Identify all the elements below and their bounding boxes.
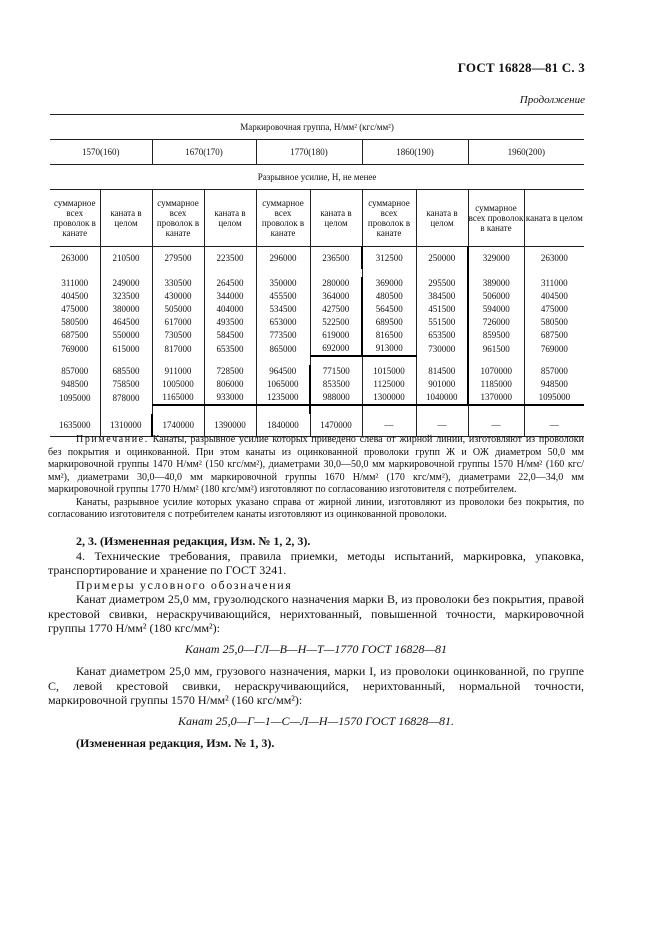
table-cell: 427500	[310, 303, 362, 316]
table-cell: 522500	[310, 316, 362, 329]
table-cell: 1470000	[310, 414, 362, 437]
force-header: Разрывное усилие, Н, не менее	[50, 165, 584, 190]
table-cell: 1070000	[468, 365, 524, 378]
group-1570: 1570(160)	[50, 140, 152, 165]
table-cell: 404000	[204, 303, 256, 316]
table-cell: 913000	[362, 342, 416, 356]
table-cell: 279500	[152, 247, 204, 269]
table-cell: 615000	[100, 342, 152, 356]
table-cell: 948500	[524, 378, 584, 391]
col-header-rope: каната в целом	[100, 190, 152, 247]
table-cell: 1015000	[362, 365, 416, 378]
table-cell: 506000	[468, 290, 524, 303]
table-cell: 653000	[256, 316, 310, 329]
table-cell: 758500	[100, 378, 152, 391]
table-cell: 878000	[100, 391, 152, 405]
table-cell: 430000	[152, 290, 204, 303]
col-header-total: суммарное всех проволок в канате	[50, 190, 100, 247]
table-cell: 451500	[416, 303, 468, 316]
table-cell: 964500	[256, 365, 310, 378]
table-cell: 853500	[310, 378, 362, 391]
amendment-note-1: 2, 3. (Измененная редакция, Изм. № 1, 2, 3).	[76, 534, 311, 548]
table-cell: 323500	[100, 290, 152, 303]
table-cell: 350000	[256, 277, 310, 290]
table-cell: 1040000	[416, 391, 468, 405]
table-cell: 1635000	[50, 414, 100, 437]
table-cell: 1740000	[152, 414, 204, 437]
breaking-force-table	[50, 114, 584, 437]
table-cell: 280000	[310, 277, 362, 290]
table-cell: 1310000	[100, 414, 152, 437]
table-cell: 769000	[524, 342, 584, 356]
amendment-note-2: (Измененная редакция, Изм. № 1, 3).	[76, 736, 275, 750]
table-cell: 769000	[61, 343, 89, 354]
table-cell: 1065000	[256, 378, 310, 391]
table-cell: —	[362, 414, 416, 437]
group-1670: 1670(170)	[152, 140, 256, 165]
table-cell: 692000	[310, 342, 362, 356]
col-header-total: суммарное всех проволок в канате	[468, 190, 524, 247]
table-cell: 961500	[468, 342, 524, 356]
note-1-text: Канаты, разрывное усилие которых приведено слева от жирной линии, изготовляют из проволоки без покрытия и оцинкованной. При этом канаты из оцинкованной проволоки групп Ж и ОЖ диаметром 50,0 мм маркировочной группы 1470 Н/мм² (150 кгс/мм²), диаметрами 30,0—50,0 мм маркировочной группы 1570 Н/мм² (160 кгс/мм²), диаметрами 30,0—40,0 мм маркировочной группы 1670 Н/мм² (170 кгс/мм²), диаметрами 22,0—34,0 мм маркировочной группы 1770 Н/мм² (180 кгс/мм²) изготовляют по согласованию изготовителя с потребителем.	[48, 434, 584, 495]
table-cell: 210500	[100, 247, 152, 269]
table-cell: 493500	[204, 316, 256, 329]
table-cell: 550000	[100, 329, 152, 342]
table-cell: 933000	[204, 391, 256, 405]
table-cell: 564500	[362, 303, 416, 316]
table-cell: 728500	[204, 365, 256, 378]
table-cell: 1840000	[256, 414, 310, 437]
table-cell: 771500	[310, 365, 362, 378]
table-cell: 730000	[416, 342, 468, 356]
table-cell: 312500	[362, 247, 416, 269]
table-cell: —	[416, 414, 468, 437]
table-cell: 344000	[204, 290, 256, 303]
table-cell: 1235000	[256, 391, 310, 405]
table-cell: 865000	[256, 342, 310, 356]
table-cell: 817000	[152, 342, 204, 356]
table-cell: 726000	[468, 316, 524, 329]
table-cell: 687500	[61, 330, 89, 340]
table-cell: 948500	[61, 379, 89, 389]
table-cell: 584500	[204, 329, 256, 342]
table-cell: 475000	[61, 304, 89, 314]
table-cell: 330500	[152, 277, 204, 290]
group-header: Маркировочная группа, Н/мм² (кгс/мм²)	[50, 115, 584, 140]
table-cell: 594000	[468, 303, 524, 316]
table-cell: 619000	[310, 329, 362, 342]
table-cell: 814500	[416, 365, 468, 378]
table-cell: 551500	[416, 316, 468, 329]
col-header-rope: каната в целом	[310, 190, 362, 247]
table-cell: 295500	[416, 277, 468, 290]
table-cell: 311000	[61, 278, 89, 288]
table-cell: 1370000	[468, 391, 524, 405]
table-cell: 617000	[152, 316, 204, 329]
table-cell: 687500	[524, 329, 584, 342]
continuation-label: Продолжение	[519, 94, 585, 106]
table-cell: 384500	[416, 290, 468, 303]
table-cell: 455500	[256, 290, 310, 303]
table-cell: 988000	[310, 391, 362, 405]
table-cell: 653500	[416, 329, 468, 342]
table-cell: 329000	[468, 247, 524, 269]
table-cell: —	[524, 414, 584, 437]
table-cell: 773500	[256, 329, 310, 342]
table-cell: 1390000	[204, 414, 256, 437]
group-1770: 1770(180)	[256, 140, 362, 165]
table-cell: 730500	[152, 329, 204, 342]
group-1960: 1960(200)	[468, 140, 584, 165]
note-label: Примечание.	[76, 434, 149, 445]
table-cell: 580500	[61, 317, 89, 327]
example-1-designation: Канат 25,0—ГЛ—В—Н—Т—1770 ГОСТ 16828—81	[184, 641, 448, 656]
col-header-rope: каната в целом	[416, 190, 468, 247]
table-cell: 404500	[61, 291, 89, 301]
table-cell: 857000	[524, 365, 584, 378]
table-cell: 859500	[468, 329, 524, 342]
table-cell: 580500	[524, 316, 584, 329]
table-cell: 263000	[524, 247, 584, 269]
col-header-rope: каната в целом	[204, 190, 256, 247]
table-cell: 380000	[100, 303, 152, 316]
table-cell: 311000	[524, 277, 584, 290]
table-cell: 1165000	[152, 391, 204, 405]
table-cell: 1125000	[362, 378, 416, 391]
table-cell: 236500	[310, 247, 362, 269]
col-header-total: суммарное всех проволок в канате	[362, 190, 416, 247]
table-cell: 534500	[256, 303, 310, 316]
table-cell: 369000	[362, 277, 416, 290]
table-cell: 475000	[524, 303, 584, 316]
table-cell: 1185000	[468, 378, 524, 391]
example-1-description: Канат диаметром 25,0 мм, грузолюдского назначения марки В, из проволоки без покрытия, правой крестовой свивки, нераскручивающийся, нерихтованный, повышенной точности, маркировочной группы 1770 Н/мм² (180 кгс/мм²):	[48, 592, 584, 635]
table-cell: 653500	[204, 342, 256, 356]
table-cell: —	[468, 414, 524, 437]
table-cell: 296000	[256, 247, 310, 269]
table-cell: 264500	[204, 277, 256, 290]
table-cell: 911000	[152, 365, 204, 378]
group-1860: 1860(190)	[362, 140, 468, 165]
note-1	[48, 434, 584, 497]
table-cell: 263000	[61, 252, 89, 263]
table-cell: 389000	[468, 277, 524, 290]
col-header-total: суммарное всех проволок в канате	[256, 190, 310, 247]
table-cell: 250000	[416, 247, 468, 269]
table-cell: 1300000	[362, 391, 416, 405]
table-cell: 249000	[100, 277, 152, 290]
table-cell: 1095000	[524, 391, 584, 405]
table-cell: 816500	[362, 329, 416, 342]
col-header-total: суммарное всех проволок в канате	[152, 190, 204, 247]
body-text	[48, 534, 584, 751]
table-cell: 364000	[310, 290, 362, 303]
table-cell: 857000	[61, 366, 89, 376]
col-header-rope: каната в целом	[524, 190, 584, 247]
table-cell: 1095000	[59, 392, 91, 403]
table-cell: 223500	[204, 247, 256, 269]
table-cell: 689500	[362, 316, 416, 329]
example-2-description: Канат диаметром 25,0 мм, грузового назначения, марки I, из проволоки оцинкованной, по группе С, левой крестовой свивки, нераскручивающийся, нерихтованный, нормальной точности, маркировочной группы 1570 Н/мм² (160 кгс/мм²):	[48, 664, 584, 707]
table-cell: 505000	[152, 303, 204, 316]
table-cell: 404500	[524, 290, 584, 303]
table-cell: 806000	[204, 378, 256, 391]
table-cell: 685500	[100, 365, 152, 378]
paragraph-4: 4. Технические требования, правила приемки, методы испытаний, маркировка, упаковка, транспортирование и хранение по ГОСТ 3241.	[48, 548, 584, 577]
page-title: ГОСТ 16828—81 С. 3	[457, 60, 585, 75]
table-cell: 480500	[362, 290, 416, 303]
table-notes	[48, 434, 584, 522]
note-2: Канаты, разрывное усилие которых указано справа от жирной линии, изготовляют из проволоки без покрытия, по согласованию изготовителя с потребителем канаты изготовляют из оцинкованной проволоки.	[48, 496, 584, 520]
table-cell: 901000	[416, 378, 468, 391]
example-2-designation: Канат 25,0—Г—1—С—Л—Н—1570 ГОСТ 16828—81.	[178, 713, 454, 728]
examples-heading: Примеры условного обозначения	[76, 577, 293, 592]
table-cell: 1005000	[152, 378, 204, 391]
table-cell: 464500	[100, 316, 152, 329]
